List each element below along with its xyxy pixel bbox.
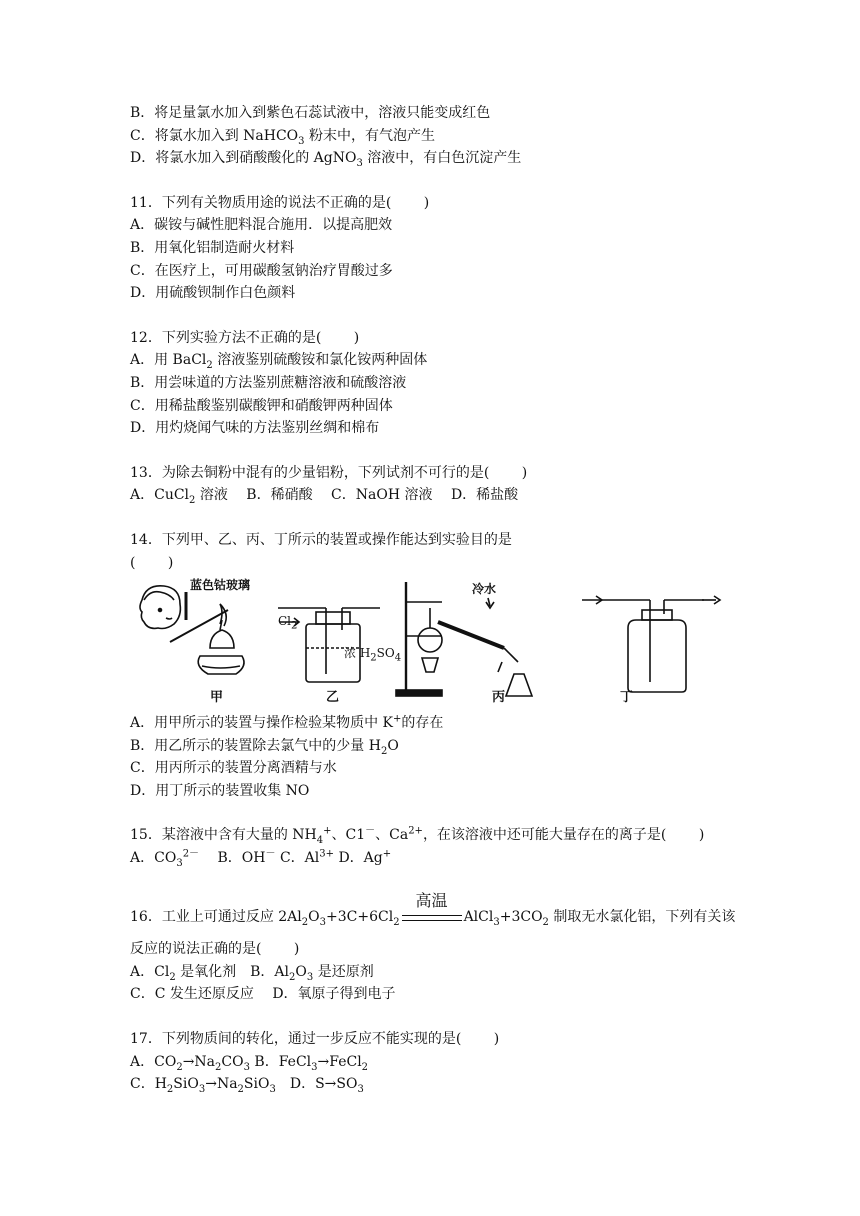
- q10-b-text: B．将足量氯水加入到紫色石蕊试液中，溶液只能变成红色: [130, 105, 491, 121]
- subscript: 2: [176, 1061, 183, 1073]
- q12-a-text: A．用 BaCl: [130, 352, 207, 369]
- q14-option-a: [130, 712, 750, 735]
- q14-b-text-end: O: [387, 737, 399, 754]
- q11-option-c: C．在医疗上，可用碳酸氢钠治疗胃酸过多: [130, 262, 393, 279]
- subscript: 2: [206, 360, 213, 372]
- q16-stem-part: +3CO: [499, 908, 543, 925]
- q10-option-d: [130, 147, 750, 170]
- apparatus-bing: [396, 582, 532, 696]
- q14-option-c: C．用丙所示的装置分离酒精与水: [130, 760, 337, 777]
- q11-option-a: A．碳铵与碱性肥料混合施用．以提高肥效: [130, 217, 393, 234]
- cl2-text: Cl: [278, 614, 292, 629]
- q17-cd-part: SiO: [173, 1076, 199, 1093]
- q10-option-b: [130, 102, 750, 125]
- q17-stem: 17．下列物质间的转化，通过一步反应不能实现的是( ): [130, 1031, 500, 1048]
- q13-options: [130, 484, 750, 507]
- subscript: 2: [361, 1061, 369, 1073]
- subscript: 3: [198, 1084, 206, 1096]
- q16-stem-part: 16．工业上可通过反应 2Al: [130, 908, 302, 925]
- q16-stem-part: O: [308, 908, 320, 925]
- subscript: 2: [215, 1061, 222, 1073]
- subscript: 3: [269, 1084, 276, 1096]
- q13-stem: 13．为除去铜粉中混有的少量铝粉，下列试剂不可行的是( ): [130, 464, 528, 481]
- reaction-condition-text: 高温: [415, 891, 448, 911]
- q16-ab-part: 是氧化剂 B．Al: [175, 963, 290, 980]
- q17-ab-part: →Na: [182, 1053, 216, 1070]
- q11-stem: 11．下列有关物质用途的说法不正确的是( ): [130, 194, 430, 211]
- q16-stem-part: +3C+6Cl: [326, 908, 394, 925]
- q15-options: [130, 847, 750, 870]
- q15-stem-part: 、Ca: [375, 827, 409, 844]
- q15-stem: [130, 824, 750, 847]
- apparatus-jia: [140, 586, 244, 674]
- subscript: 3: [356, 157, 363, 169]
- subscript: 3: [311, 1061, 318, 1073]
- subscript: 2: [370, 652, 377, 664]
- q12-option-b: B．用尝味道的方法鉴别蔗糖溶液和硫酸溶液: [130, 374, 407, 391]
- q15-opt-part: D．Ag: [334, 850, 383, 867]
- subscript: 2: [189, 495, 196, 507]
- apparatus-ding: [582, 596, 720, 692]
- label-cobalt-glass: 蓝色钴玻璃: [190, 578, 251, 593]
- q17-cd-part: →Na: [205, 1076, 238, 1093]
- q15-stem-part: 15．某溶液中含有大量的 NH: [130, 827, 317, 844]
- caption-ding: 丁: [620, 690, 634, 706]
- q12-option-d: D．用灼烧闻气味的方法鉴别丝绸和棉布: [130, 420, 380, 437]
- subscript: 2: [291, 620, 298, 632]
- subscript: 2: [542, 916, 549, 928]
- h2so4-text-end: SO: [376, 646, 395, 661]
- q10-c-text-end: 粉末中，有气泡产生: [304, 127, 435, 144]
- q14-apparatus-figure: [130, 578, 730, 706]
- reaction-condition-equals: [402, 891, 462, 928]
- q11-option-d: D．用硫酸钡制作白色颜料: [130, 285, 296, 302]
- q13-opts-text: A．CuCl: [130, 487, 190, 504]
- q11-option-b: B．用氧化铝制造耐火材料: [130, 239, 295, 256]
- q16-ab-part: A．Cl: [130, 963, 170, 980]
- superscript: －: [365, 825, 376, 837]
- q14-a-text: A．用甲所示的装置与操作检验某物质中 K: [130, 715, 394, 732]
- h2so4-text: 浓 H: [344, 646, 371, 661]
- q15-stem-part: 、C1: [331, 827, 366, 844]
- subscript: 3: [306, 971, 314, 983]
- superscript: +: [323, 825, 332, 837]
- q16-stem: [130, 891, 750, 929]
- q12-a-text-end: 溶液鉴别硫酸铵和氯化铵两种固体: [212, 352, 428, 369]
- q17-ab-part: →FeCl: [317, 1053, 362, 1070]
- subscript: 2: [301, 916, 309, 928]
- subscript: 4: [316, 835, 324, 847]
- q16-stem-part: AlCl: [463, 908, 494, 925]
- q16-options-ab: [130, 961, 750, 984]
- superscript: +: [393, 713, 402, 725]
- q17-cd-part: D．S→SO: [275, 1076, 358, 1093]
- subscript: 2: [289, 971, 296, 983]
- superscript: 3+: [319, 848, 334, 860]
- subscript: 3: [298, 135, 305, 147]
- caption-jia: 甲: [210, 690, 224, 706]
- subscript: 3: [243, 1061, 250, 1073]
- subscript: 2: [166, 1084, 174, 1096]
- q17-ab-part: A．CO: [130, 1053, 177, 1070]
- subscript: 2: [237, 1084, 244, 1096]
- subscript: 3: [357, 1084, 364, 1096]
- q16-stem-part: 制取无水氯化铝，下列有关该: [548, 908, 736, 925]
- caption-bing: 丙: [492, 690, 506, 706]
- q17-ab-part: CO: [221, 1053, 244, 1070]
- q10-d-text-end: 溶液中，有白色沉淀产生: [362, 150, 522, 167]
- label-cold-water: 冷水: [472, 582, 497, 597]
- q15-opt-part: C．Al: [275, 850, 320, 867]
- q17-options-ab: [130, 1051, 750, 1074]
- q10-option-c: [130, 125, 750, 148]
- subscript: 2: [380, 745, 388, 757]
- subscript: 2: [393, 916, 400, 928]
- subscript: 3: [176, 857, 183, 869]
- q17-cd-part: SiO: [243, 1076, 270, 1093]
- q14-paren: ( ): [130, 554, 174, 571]
- q16-ab-part: 是还原剂: [313, 963, 374, 980]
- q14-stem: 14．下列甲、乙、丙、丁所示的装置或操作能达到实验目的是: [130, 531, 512, 548]
- q15-opt-part: A．CO: [130, 850, 177, 867]
- subscript: 3: [319, 916, 326, 928]
- superscript: +: [382, 848, 392, 860]
- q14-b-text: B．用乙所示的装置除去氯气中的少量 H: [130, 737, 381, 754]
- q10-d-text: D．将氯水加入到硝酸酸化的 AgNO: [130, 150, 357, 167]
- double-bar-sign: [402, 915, 462, 921]
- q17-options-cd: [130, 1073, 750, 1096]
- q10-c-text: C．将氯水加入到 NaHCO: [130, 127, 299, 144]
- subscript: 4: [394, 652, 402, 664]
- q17-ab-part: B．FeCl: [249, 1053, 312, 1070]
- q13-opts-text-end: 溶液 B．稀硝酸 C．NaOH 溶液 D．稀盐酸: [195, 487, 519, 504]
- q14-a-text-end: 的存在: [401, 715, 444, 732]
- q15-opt-part: B．OH: [199, 850, 266, 867]
- q12-stem: 12．下列实验方法不正确的是( ): [130, 329, 360, 346]
- q12-option-c: C．用稀盐酸鉴别碳酸钾和硝酸钾两种固体: [130, 397, 393, 414]
- q16-ab-part: O: [295, 963, 307, 980]
- subscript: 3: [493, 916, 500, 928]
- q14-option-b: [130, 735, 750, 758]
- label-conc-h2so4: [344, 644, 402, 664]
- q16-stem-line2: 反应的说法正确的是( ): [130, 941, 300, 958]
- q15-stem-part: ，在该溶液中还可能大量存在的离子是( ): [422, 827, 705, 844]
- exam-page: [130, 102, 750, 1096]
- superscript: －: [265, 848, 276, 860]
- label-cl2: [278, 614, 298, 632]
- q17-cd-part: C．H: [130, 1076, 167, 1093]
- q12-option-a: [130, 349, 750, 372]
- superscript: 2+: [408, 825, 423, 837]
- q16-options-cd: C．C 发生还原反应 D．氧原子得到电子: [130, 986, 396, 1003]
- subscript: 2: [169, 971, 176, 983]
- caption-yi: 乙: [326, 690, 340, 706]
- superscript: 2－: [182, 848, 200, 860]
- q14-option-d: D．用丁所示的装置收集 NO: [130, 782, 310, 799]
